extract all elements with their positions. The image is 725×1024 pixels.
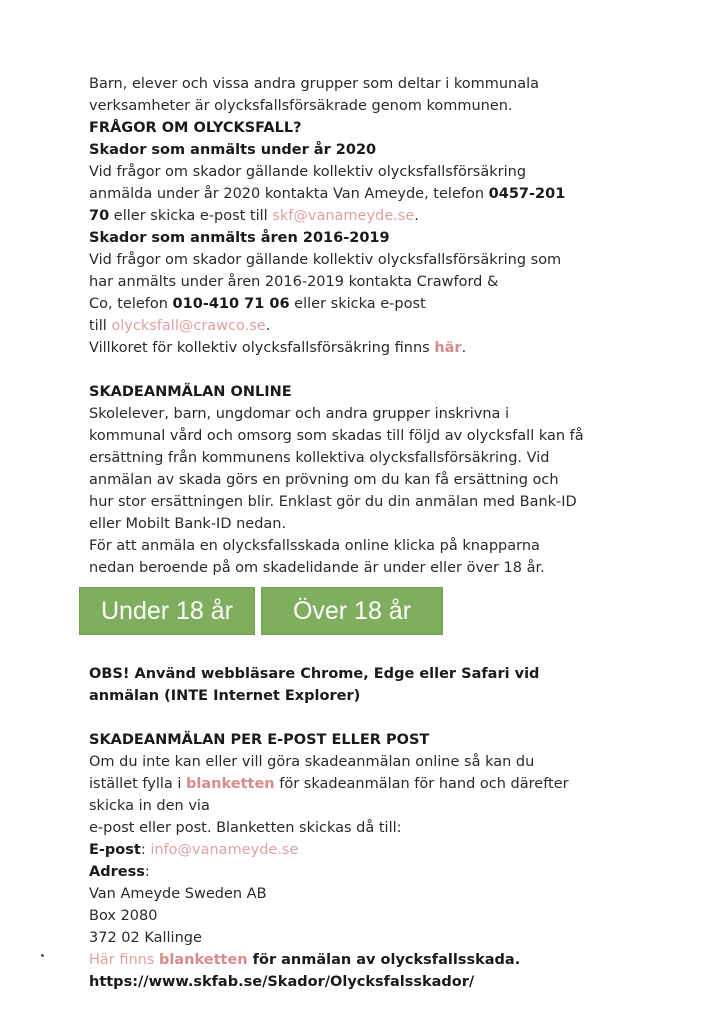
har-finns-line [89,949,689,971]
villkor-end: . [461,340,467,356]
online-heading: SKADEANMÄLAN ONLINE [89,384,292,400]
online-line-4: anmälan av skada görs en prövning om du kan få ersättning och [89,472,559,488]
address-line-2: Box 2080 [89,908,158,924]
villkor-text: Villkoret för kollektiv olycksfallsförsäkring finns [89,340,435,356]
vanameyde-phone-part2: 70 [89,208,110,224]
post-line-1: Om du inte kan eller vill göra skadeanmälan online så kan du [89,754,535,770]
s2020-line-3 [89,205,689,227]
s2016-line-4 [89,315,689,337]
over-18-button[interactable]: Över 18 år [261,587,443,635]
online-line-6: eller Mobilt Bank-ID nedan. [89,516,287,532]
post-line-2-end: för skadeanmälan för hand och därefter [274,776,569,792]
s2020-line-3-text: eller skicka e-post till [109,208,273,224]
online-line-8: nedan beroende på om skadelidande är under eller över 18 år. [89,560,545,576]
online-line-5: hur stor ersättningen blir. Enklast gör du din anmälan med Bank-ID [89,494,577,510]
post-line-2-text: istället fylla i [89,776,187,792]
s2016-line-2: har anmälts under åren 2016-2019 kontakta Crawford & [89,274,499,290]
post-line-3: skicka in den via [89,798,210,814]
epost-line [89,839,689,861]
online-line-7: För att anmäla en olycksfallsskada online klicka på knapparna [89,538,540,554]
obs-line-1: OBS! Använd webbläsare Chrome, Edge eller Safari vid [89,666,540,682]
document-content [89,73,689,993]
epost-colon: : [140,842,151,858]
s2016-line-4-text: till [89,318,112,334]
s2016-line-3 [89,293,689,315]
online-line-1: Skolelever, barn, ungdomar och andra grupper inskrivna i [89,406,510,422]
age-button-row [79,587,689,635]
vanameyde-phone-part1: 0457-201 [488,186,566,202]
skfab-url: https://www.skfab.se/Skador/Olycksfalsskador/ [89,974,475,990]
online-line-3: ersättning från kommunens kollektiva olycksfallsförsäkring. Vid [89,450,550,466]
s2016-line-1: Vid frågor om skador gällande kollektiv olycksfallsförsäkring som [89,252,562,268]
s2020-line-2-text: anmälda under år 2020 kontakta Van Ameyde, telefon [89,186,489,202]
epost-label: E-post [89,842,141,858]
intro-line-2: verksamheter är olycksfallsförsäkrade genom kommunen. [89,98,513,114]
scan-speck [41,954,44,957]
post-heading: SKADEANMÄLAN PER E-POST ELLER POST [89,732,430,748]
crawco-email-link[interactable]: olycksfall@crawco.se [111,318,266,334]
adress-colon: : [144,864,150,880]
har-finns-text: Här finns [89,952,160,968]
fragor-heading: FRÅGOR OM OLYCKSFALL? [89,120,302,136]
intro-line-1: Barn, elever och vissa andra grupper som deltar i kommunala [89,76,540,92]
skf-email-link[interactable]: skf@vanameyde.se [272,208,415,224]
s2016-line-4-end: . [265,318,271,334]
obs-line-2: anmälan (INTE Internet Explorer) [89,688,361,704]
villkor-link[interactable]: här [434,340,462,356]
online-line-2: kommunal vård och omsorg som skadas till följd av olycksfall kan få [89,428,584,444]
post-line-2 [89,773,689,795]
har-finns-end: för anmälan av olycksfallsskada. [247,952,521,968]
s2016-line-3-text: Co, telefon [89,296,173,312]
post-line-4: e-post eller post. Blanketten skickas då till: [89,820,402,836]
villkor-line [89,337,689,359]
address-line-1: Van Ameyde Sweden AB [89,886,267,902]
blanketten-link-2[interactable]: blanketten [159,952,248,968]
under-18-button[interactable]: Under 18 år [79,587,255,635]
s2020-line-3-end: . [414,208,419,224]
crawford-phone: 010-410 71 06 [172,296,290,312]
s2020-line-2 [89,183,689,205]
adress-label: Adress [89,864,145,880]
address-line-3: 372 02 Kallinge [89,930,202,946]
s2016-heading: Skador som anmälts åren 2016-2019 [89,230,390,246]
s2016-line-3-end: eller skicka e-post [289,296,426,312]
s2020-line-1: Vid frågor om skador gällande kollektiv olycksfallsförsäkring [89,164,527,180]
adress-line [89,861,689,883]
info-email-link[interactable]: info@vanameyde.se [150,842,299,858]
blanketten-link[interactable]: blanketten [186,776,275,792]
s2020-heading: Skador som anmälts under år 2020 [89,142,377,158]
